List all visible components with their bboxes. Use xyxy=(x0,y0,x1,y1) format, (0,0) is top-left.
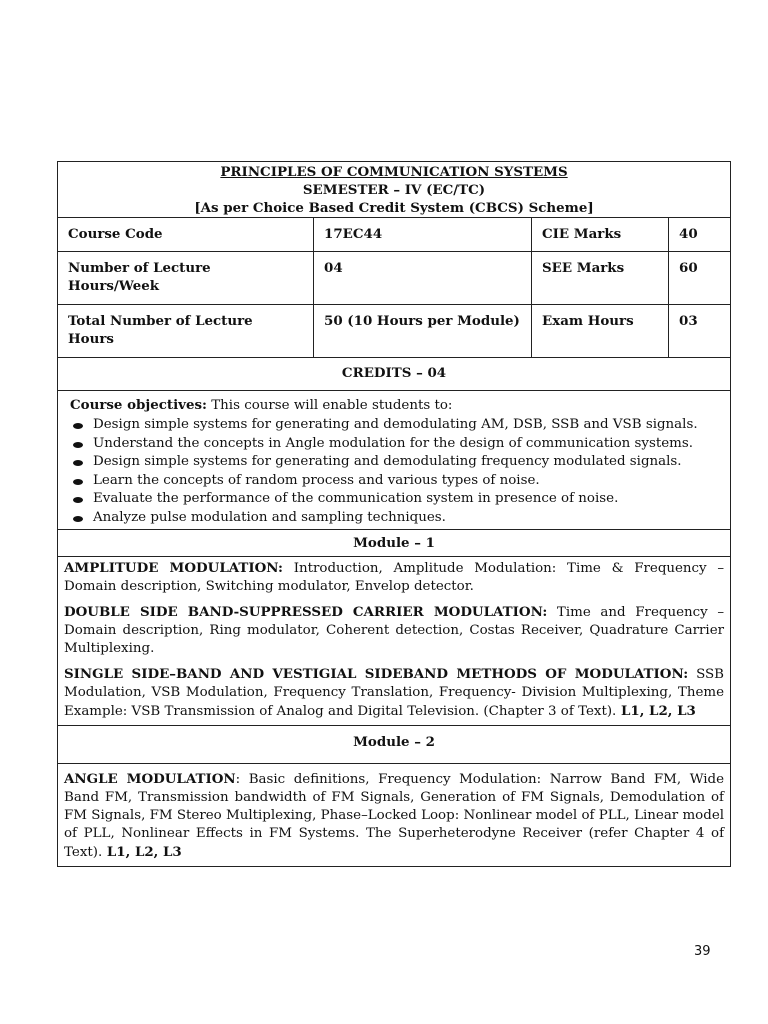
scheme-line: [As per Choice Based Credit System (CBCS) Scheme] xyxy=(194,200,594,216)
lecture-hours-label: Number of Lecture Hours/Week xyxy=(58,252,314,305)
course-code-value: 17EC44 xyxy=(314,218,532,252)
meta-row-course-code xyxy=(58,218,731,252)
objectives-cell xyxy=(58,391,731,530)
semester-line: SEMESTER – IV (EC/TC) xyxy=(302,182,486,198)
lecture-hours-value: 04 xyxy=(314,252,532,305)
total-hours-label: Total Number of Lecture Hours xyxy=(58,305,314,358)
topic-heading: DOUBLE SIDE BAND-SUPPRESSED CARRIER MODULATION: xyxy=(64,604,548,620)
exam-hours-value: 03 xyxy=(669,305,731,358)
topic-text: Time and Frequency – Domain description, Ring modulator, Coherent detection, Costas Receiver, Quadrature Carrier Multiplexing. xyxy=(64,605,725,656)
topic-heading: AMPLITUDE MODULATION: xyxy=(64,560,283,576)
objectives-lead-bold: Course objectives: xyxy=(70,397,207,413)
bullet-icon xyxy=(73,497,83,503)
objectives-lead xyxy=(70,396,724,415)
objective-text: Learn the concepts of random process and various types of noise. xyxy=(93,472,540,488)
course-title: PRINCIPLES OF COMMUNICATION SYSTEMS xyxy=(220,164,568,180)
objectives-lead-text: This course will enable students to: xyxy=(206,398,453,413)
bullet-icon xyxy=(73,460,83,466)
module-2-paragraph xyxy=(64,770,724,862)
exam-hours-label: Exam Hours xyxy=(532,305,669,358)
objective-text: Design simple systems for generating and demodulating AM, DSB, SSB and VSB signals. xyxy=(93,417,698,432)
objective-item xyxy=(70,509,724,528)
module-1-body xyxy=(58,557,731,726)
objectives-row xyxy=(58,391,731,530)
topic-text: : Basic definitions, Frequency Modulation: Narrow Band FM, Wide Band FM, Transmission bandwidth of FM Signals, Generation of FM Signals, Demodulation of FM Signals, FM Stereo Multiplexing, Phase–Locked Loop: Nonlinear model of PLL, Linear model of PLL, Nonlinear Effects in FM Systems. The Superheterodyne Receiver (refer Chapter 4 of Text). xyxy=(64,772,725,860)
objective-item xyxy=(70,490,724,509)
meta-row-total-hours xyxy=(58,305,731,358)
module-1-paragraph xyxy=(64,559,724,596)
see-marks-label: SEE Marks xyxy=(532,252,669,305)
course-header xyxy=(58,162,731,218)
topic-text: Introduction, Amplitude Modulation: Time & Frequency – Domain description, Switching modulator, Envelop detector. xyxy=(64,561,725,594)
objectives-list xyxy=(70,416,724,527)
bullet-icon xyxy=(73,516,83,522)
topic-heading: SINGLE SIDE–BAND AND VESTIGIAL SIDEBAND METHODS OF MODULATION: xyxy=(64,666,689,682)
module-1-heading: Module – 1 xyxy=(58,530,731,557)
objective-item xyxy=(70,416,724,435)
objective-text: Evaluate the performance of the communication system in presence of noise. xyxy=(93,491,619,506)
objective-item xyxy=(70,435,724,454)
course-header-cell xyxy=(58,162,731,218)
topic-heading: ANGLE MODULATION xyxy=(64,771,236,787)
bloom-levels: L1, L2, L3 xyxy=(616,703,696,719)
bullet-icon xyxy=(73,479,83,485)
bullet-icon xyxy=(73,442,83,448)
objective-item xyxy=(70,453,724,472)
total-hours-value: 50 (10 Hours per Module) xyxy=(314,305,532,358)
objective-item xyxy=(70,472,724,491)
module-1-body-row xyxy=(58,557,731,726)
bullet-icon xyxy=(73,423,83,429)
module-2-heading-row xyxy=(58,726,731,764)
module-1-paragraph xyxy=(64,665,724,721)
bloom-levels: L1, L2, L3 xyxy=(102,844,182,860)
course-code-label: Course Code xyxy=(58,218,314,252)
cie-marks-label: CIE Marks xyxy=(532,218,669,252)
meta-row-lecture-hours xyxy=(58,252,731,305)
module-2-heading: Module – 2 xyxy=(58,726,731,764)
objective-text: Design simple systems for generating and demodulating frequency modulated signals. xyxy=(93,454,682,469)
module-2-body xyxy=(58,764,731,867)
credits-row xyxy=(58,358,731,391)
page-number: 39 xyxy=(694,944,711,959)
see-marks-value: 60 xyxy=(669,252,731,305)
credits-cell: CREDITS – 04 xyxy=(58,358,731,391)
objective-text: Analyze pulse modulation and sampling techniques. xyxy=(93,509,446,525)
syllabus-table xyxy=(57,161,731,867)
topic-text: SSB Modulation, VSB Modulation, Frequency Translation, Frequency- Division Multiplexing, Theme Example: VSB Transmission of Analog and Digital Television. (Chapter 3 of Text). xyxy=(64,667,725,719)
cie-marks-value: 40 xyxy=(669,218,731,252)
objective-text: Understand the concepts in Angle modulation for the design of communication systems. xyxy=(93,435,693,451)
module-1-paragraph xyxy=(64,603,724,658)
module-1-heading-row xyxy=(58,530,731,557)
module-2-body-row xyxy=(58,764,731,867)
